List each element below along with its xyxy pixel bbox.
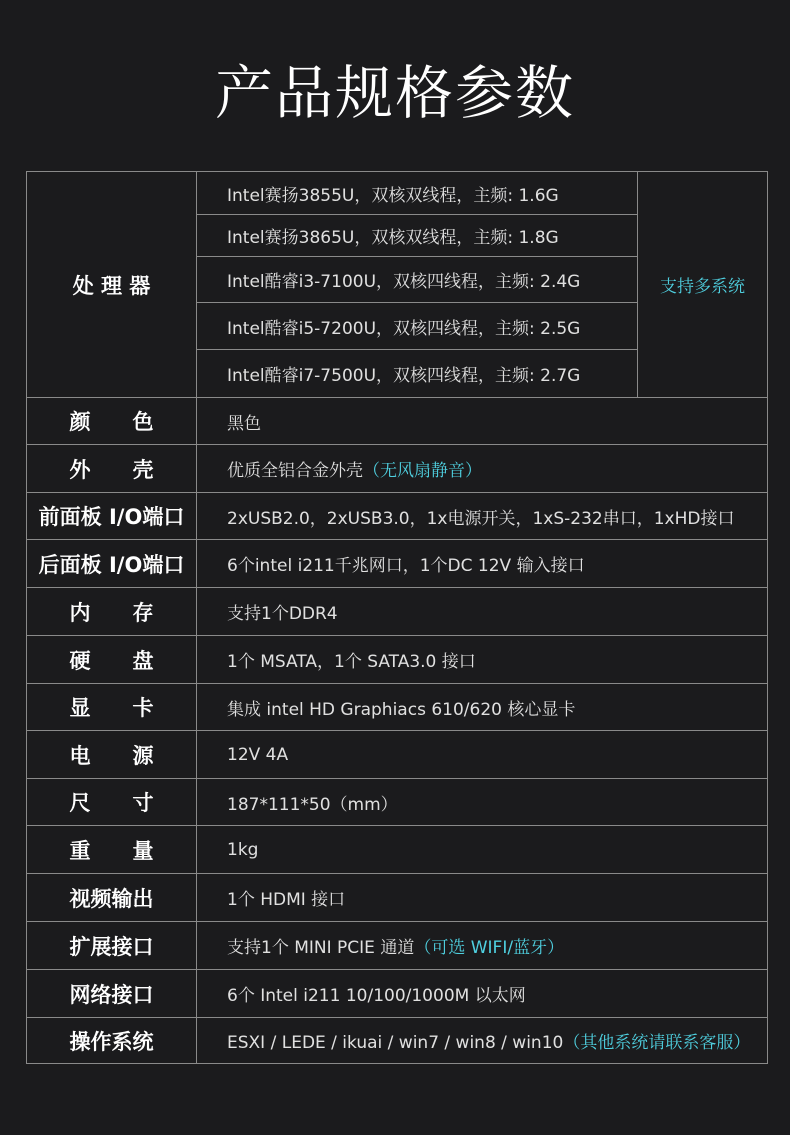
table-row <box>27 970 768 1018</box>
cpu-option: Intel酷睿i7-7500U，双核四线程，主频: 2.7G <box>197 350 638 398</box>
table-row <box>27 826 768 874</box>
memory-label: 内 存 <box>27 588 197 636</box>
table-row <box>27 540 768 588</box>
color-label: 颜 色 <box>27 398 197 445</box>
cpu-option: Intel酷睿i3-7100U，双核四线程，主频: 2.4G <box>197 257 638 303</box>
weight-label: 重 量 <box>27 826 197 874</box>
expansion-note: （可选 WIFI/蓝牙） <box>414 938 565 958</box>
case-note: （无风扇静音） <box>363 461 482 481</box>
cpu-option: Intel酷睿i5-7200U，双核四线程，主频: 2.5G <box>197 303 638 350</box>
size-label: 尺 寸 <box>27 779 197 826</box>
os-value: ESXI / LEDE / ikuai / win7 / win8 / win10（其他系统请联系客服） <box>197 1018 768 1064</box>
expansion-value: 支持1个 MINI PCIE 通道（可选 WIFI/蓝牙） <box>197 922 768 970</box>
memory-value: 支持1个DDR4 <box>197 588 768 636</box>
table-row <box>27 684 768 731</box>
os-note: （其他系统请联系客服） <box>563 1033 751 1053</box>
rear-io-label: 后面板 I/O端口 <box>27 540 197 588</box>
color-value: 黑色 <box>197 398 768 445</box>
case-label: 外 壳 <box>27 445 197 493</box>
table-row <box>27 874 768 922</box>
video-output-label: 视频输出 <box>27 874 197 922</box>
table-row <box>27 731 768 779</box>
cpu-option: Intel赛扬3865U，双核双线程，主频: 1.8G <box>197 215 638 257</box>
page-title: 产品规格参数 <box>214 59 575 127</box>
table-row <box>27 779 768 826</box>
processor-label: 处 理 器 <box>27 172 197 398</box>
expansion-label: 扩展接口 <box>27 922 197 970</box>
os-label: 操作系统 <box>27 1018 197 1064</box>
table-row <box>27 588 768 636</box>
table-row <box>27 398 768 445</box>
table-row <box>27 636 768 684</box>
rear-io-value: 6个intel i211千兆网口，1个DC 12V 输入接口 <box>197 540 768 588</box>
table-row <box>27 922 768 970</box>
disk-label: 硬 盘 <box>27 636 197 684</box>
disk-value: 1个 MSATA，1个 SATA3.0 接口 <box>197 636 768 684</box>
graphics-value: 集成 intel HD Graphiacs 610/620 核心显卡 <box>197 684 768 731</box>
weight-value: 1kg <box>197 826 768 874</box>
network-label: 网络接口 <box>27 970 197 1018</box>
video-output-value: 1个 HDMI 接口 <box>197 874 768 922</box>
graphics-label: 显 卡 <box>27 684 197 731</box>
power-label: 电 源 <box>27 731 197 779</box>
front-io-value: 2xUSB2.0，2xUSB3.0，1x电源开关，1xS-232串口，1xHD接口 <box>197 493 768 540</box>
power-value: 12V 4A <box>197 731 768 779</box>
size-value: 187*111*50（mm） <box>197 779 768 826</box>
table-row <box>27 1018 768 1064</box>
table-row <box>27 172 768 215</box>
table-row <box>27 445 768 493</box>
spec-table <box>26 171 768 1064</box>
table-row <box>27 493 768 540</box>
case-value: 优质全铝合金外壳（无风扇静音） <box>197 445 768 493</box>
cpu-option: Intel赛扬3855U，双核双线程，主频: 1.6G <box>197 172 638 215</box>
front-io-label: 前面板 I/O端口 <box>27 493 197 540</box>
network-value: 6个 Intel i211 10/100/1000M 以太网 <box>197 970 768 1018</box>
multi-system-note: 支持多系统 <box>638 172 768 398</box>
